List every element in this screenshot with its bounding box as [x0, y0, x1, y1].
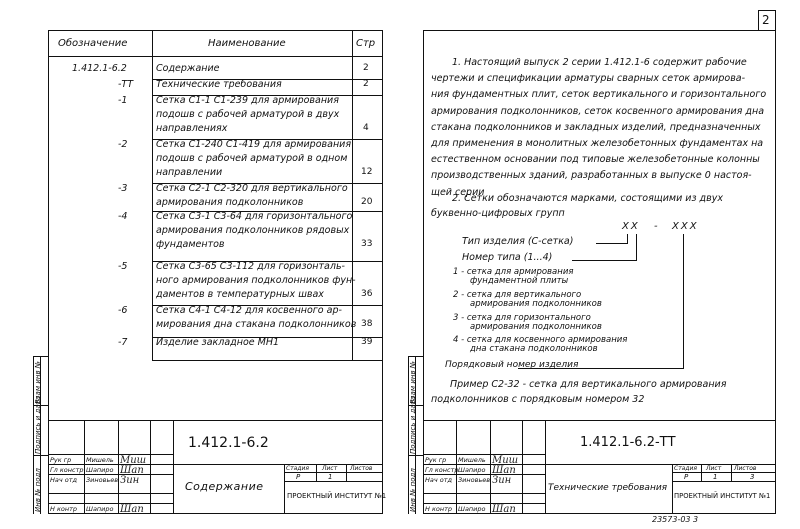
r-signature-3: Зин: [492, 475, 512, 486]
role-5: Н контр: [50, 505, 78, 513]
r-doc-title: Технические требования: [548, 483, 668, 493]
row-name-line: Технические требования: [156, 79, 282, 90]
paragraph-2-line: 2. Сетки обозначаются марками, состоящими из двух: [452, 193, 723, 204]
row-name-line: направлении: [156, 167, 223, 178]
r-role-1: Рук гр: [425, 456, 447, 464]
r-sheets-value: 3: [750, 473, 755, 481]
role-2: Гл констр: [50, 466, 84, 474]
row-name-line: подошв с рабочей арматурой в одном: [156, 153, 348, 164]
r-name-3: Зиновьев: [458, 476, 491, 484]
r-stage-header: Стадия: [674, 465, 698, 472]
r-role-2: Гл констр: [425, 466, 459, 474]
row-name-line: мирования дна стакана подколонников: [156, 319, 357, 330]
row-code: -1: [118, 95, 128, 106]
left-stamp-sign: Подпись и дата: [34, 396, 42, 454]
paragraph-2-line: буквенно-цифровых групп: [431, 208, 565, 219]
code-pattern-prefix: ХХ: [622, 221, 640, 232]
row-page: 38: [361, 319, 373, 329]
row-code: -4: [118, 211, 128, 222]
r-name-5: Шапиро: [458, 505, 486, 513]
type-list-line: 1 - сетка для армирования: [453, 267, 574, 277]
right-stamp-inv: Инв № подл: [409, 468, 417, 512]
left-stamp-div-2: [33, 455, 49, 456]
header-page: Стр: [356, 38, 376, 49]
row-page: 4: [363, 123, 369, 133]
paragraph-1-line: стакана подколонников и закладных изделий, предназначенных: [431, 121, 761, 133]
row-name-line: ного армирования подколонников фун-: [156, 275, 356, 286]
r-role-5: Н контр: [425, 505, 453, 513]
signature-3: Зин: [120, 475, 140, 486]
r-stage-value: Р: [684, 473, 689, 481]
paragraph-1-line: естественном основании под типовые железобетонные колонны: [431, 154, 760, 166]
name-5: Шапиро: [86, 505, 114, 513]
name-1: Мишель: [86, 456, 114, 464]
left-frame-top: [48, 30, 383, 31]
r-name-2: Шапиро: [458, 466, 486, 474]
type-list-line: дна стакана подколонников: [470, 344, 598, 354]
role-1: Рук гр: [50, 456, 72, 464]
row-page: 2: [363, 63, 369, 73]
row-name-line: Сетка С1-1 С1-239 для армирования: [156, 95, 339, 106]
row-name-line: Сетка С1-240 С1-419 для армирования: [156, 139, 352, 150]
left-frame-left: [48, 30, 49, 514]
r-sheet-value: 1: [713, 473, 718, 481]
archive-number: 23573-03 3: [652, 515, 699, 524]
row-name-line: Сетка С3-1 С3-64 для горизонтального: [156, 211, 353, 222]
r-role-3: Нач отд: [425, 476, 453, 484]
paragraph-1-line: 1. Настоящий выпуск 2 серии 1.412.1-6 содержит рабочие: [452, 57, 747, 68]
type-list-line: 3 - сетка для горизонтального: [453, 313, 591, 323]
row-code: -ТТ: [118, 79, 134, 90]
code-pattern-suffix: ХХХ: [672, 221, 699, 232]
type-list-line: 2 - сетка для вертикального: [453, 290, 582, 300]
role-3: Нач отд: [50, 476, 78, 484]
row-name-line: Сетка С3-65 С3-112 для горизонталь-: [156, 261, 345, 272]
paragraph-1-line: для применения в монолитных железобетонных фундаментах на: [431, 138, 764, 149]
signature-1: Миш: [120, 455, 147, 466]
left-stamp-top: [33, 356, 49, 357]
row-page: 36: [361, 289, 373, 299]
doc-title: Содержание: [185, 480, 264, 493]
type-list-line: 4 - сетка для косвенного армирования: [453, 335, 628, 345]
header-designation: Обозначение: [58, 38, 128, 49]
r-signature-1: Миш: [492, 455, 519, 466]
row-name-line: Содержание: [156, 63, 220, 74]
r-sheet-header: Лист: [706, 465, 722, 472]
paragraph-1-line: армирования подколонников, сеток косвенного армирования дна: [431, 105, 765, 117]
row-page: 2: [363, 79, 369, 89]
name-2: Шапиро: [86, 466, 114, 474]
right-stamp-swap: Взам инв №: [409, 360, 417, 404]
example-line-1: Пример С2-32 - сетка для вертикального армирования: [450, 379, 727, 390]
left-frame-bottom: [48, 513, 383, 514]
left-stamp-swap: Взам инв №: [34, 360, 42, 404]
code-pattern-dash: -: [654, 221, 658, 232]
item-type-label: Тип изделия (С-сетка): [462, 236, 574, 247]
paragraph-1-line: производственных зданий, разработанных в выпуске 0 настоя-: [431, 170, 752, 182]
sheet-value: 1: [328, 473, 333, 481]
signature-5: Шап: [120, 504, 144, 515]
row-code: -7: [118, 337, 128, 348]
header-name: Наименование: [208, 38, 286, 49]
r-signature-5: Шап: [492, 504, 516, 515]
name-3: Зиновьев: [86, 476, 119, 484]
stage-header: Стадия: [286, 465, 310, 472]
row-code: -5: [118, 261, 128, 272]
r-signature-2: Шап: [492, 465, 516, 476]
paragraph-1-line: чертежи и спецификации арматуры сварных сеток армирова-: [431, 73, 746, 85]
row-page: 33: [361, 239, 373, 249]
type-list-line: фундаментной плиты: [470, 276, 569, 286]
row-name-line: Изделие закладное МН1: [156, 337, 280, 348]
r-sheets-header: Листов: [734, 465, 757, 472]
sheet-header: Лист: [322, 465, 338, 472]
row-code: -6: [118, 305, 128, 316]
row-page: 20: [361, 197, 373, 207]
row-name-line: армирования подколонников: [156, 197, 304, 208]
example-line-2: подколонников с порядковым номером 32: [431, 394, 645, 405]
row-page: 39: [361, 337, 373, 347]
row-name-line: армирования подколонников рядовых: [156, 225, 350, 236]
paragraph-1-line: ния фундаментных плит, сеток вертикального и горизонтального: [431, 89, 767, 101]
row-code: -3: [118, 183, 128, 194]
sheets-header: Листов: [350, 465, 373, 472]
row-page: 12: [361, 167, 373, 177]
r-name-1: Мишель: [458, 456, 486, 464]
row-name-line: направлениях: [156, 123, 228, 134]
row-separator: [152, 360, 383, 361]
type-number-label: Номер типа (1...4): [462, 252, 553, 263]
paragraph-1-line: щей серии: [431, 186, 485, 198]
signature-2: Шап: [120, 465, 144, 476]
row-name-line: фундаментов: [156, 239, 225, 250]
serial-label: Порядковый номер изделия: [445, 360, 579, 370]
right-stamp-sign: Подпись и дата: [409, 396, 417, 454]
r-designation-main: 1.412.1-6.2-ТТ: [580, 435, 676, 450]
stage-value: Р: [296, 473, 301, 481]
row-name-line: Сетка С2-1 С2-320 для вертикального: [156, 183, 348, 194]
org-name: ПРОЕКТНЫЙ ИНСТИТУТ №1: [287, 492, 387, 500]
row-code: -2: [118, 139, 128, 150]
type-list-line: армирования подколонников: [470, 299, 602, 309]
row-name-line: даментов в температурных швах: [156, 289, 324, 300]
page-number: 2: [762, 13, 770, 27]
left-frame-right: [382, 30, 383, 514]
row-name-line: подошв с рабочей арматурой в двух: [156, 109, 340, 120]
type-list-line: армирования подколонников: [470, 322, 602, 332]
r-org-name: ПРОЕКТНЫЙ ИНСТИТУТ №1: [674, 492, 771, 500]
left-stamp-inv: Инв № подл: [34, 468, 42, 512]
row-code: 1.412.1-6.2: [72, 63, 127, 74]
row-name-line: Сетка С4-1 С4-12 для косвенного ар-: [156, 305, 342, 316]
designation-main: 1.412.1-6.2: [188, 435, 269, 451]
left-header-line: [48, 56, 383, 57]
